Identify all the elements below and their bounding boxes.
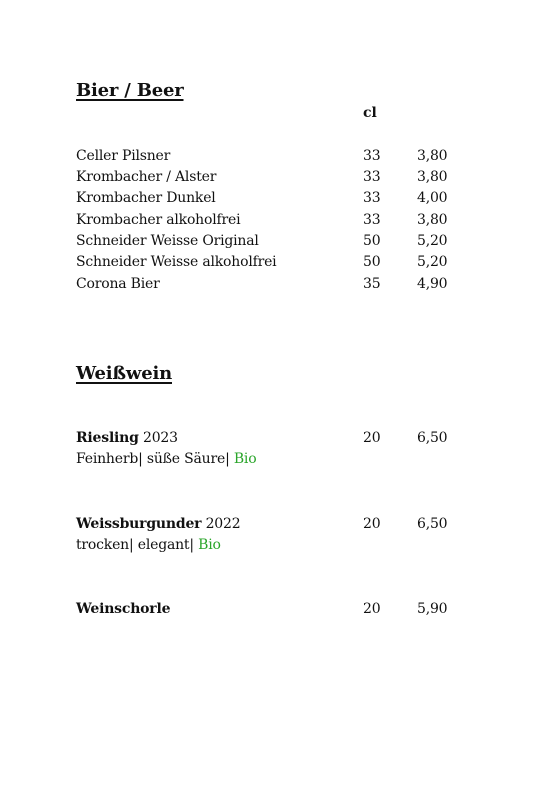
- wine-item-description: Feinherb| süße Säure|: [76, 451, 230, 467]
- beer-item-name: Celler Pilsner: [76, 148, 171, 164]
- beer-item: [76, 274, 476, 295]
- wine-item-name: Riesling: [76, 430, 139, 446]
- beer-item-volume: 33: [363, 190, 381, 206]
- beer-item: [76, 167, 476, 188]
- bio-tag: Bio: [193, 537, 221, 553]
- beer-item-price: 3,80: [417, 169, 448, 185]
- beer-item: [76, 188, 476, 209]
- wine-item-price: 5,90: [417, 601, 448, 617]
- beer-section-title: Bier / Beer: [76, 80, 184, 101]
- beer-item-price: 5,20: [417, 233, 448, 249]
- white-wine-section-title: Weißwein: [76, 363, 172, 384]
- beer-item: [76, 210, 476, 231]
- beer-item-name: Schneider Weisse Original: [76, 233, 259, 249]
- beer-item-volume: 33: [363, 212, 381, 228]
- wine-item-year: 2023: [138, 430, 178, 446]
- wine-item-year: 2022: [201, 516, 241, 532]
- beer-item-price: 4,00: [417, 190, 448, 206]
- wine-item-price: 6,50: [417, 516, 448, 532]
- wine-item-description-line: [76, 535, 476, 556]
- beer-item-name: Krombacher alkoholfrei: [76, 212, 241, 228]
- wine-item-name-line: [76, 599, 170, 620]
- beer-item-volume: 50: [363, 254, 381, 270]
- beer-item-name: Krombacher / Alster: [76, 169, 217, 185]
- beer-item-volume: 33: [363, 148, 381, 164]
- wine-item: [76, 599, 476, 620]
- bio-tag: Bio: [229, 451, 257, 467]
- beer-item-price: 5,20: [417, 254, 448, 270]
- beer-item: [76, 231, 476, 252]
- beer-item: [76, 252, 476, 273]
- wine-item: [76, 428, 476, 470]
- wine-item-name: Weissburgunder: [76, 516, 202, 532]
- wine-item-description-line: [76, 449, 476, 470]
- wine-item-description: trocken| elegant|: [76, 537, 194, 553]
- wine-item: [76, 514, 476, 556]
- wine-item-name-line: [76, 514, 240, 535]
- beer-item-volume: 50: [363, 233, 381, 249]
- wine-item-price: 6,50: [417, 430, 448, 446]
- volume-column-header: cl: [363, 105, 377, 121]
- beer-item-volume: 35: [363, 276, 381, 292]
- beer-item-price: 4,90: [417, 276, 448, 292]
- wine-item-volume: 20: [363, 516, 381, 532]
- beer-item-price: 3,80: [417, 148, 448, 164]
- beer-item-name: Corona Bier: [76, 276, 160, 292]
- wine-item-volume: 20: [363, 430, 381, 446]
- beer-item-name: Schneider Weisse alkoholfrei: [76, 254, 277, 270]
- wine-item-name: Weinschorle: [76, 601, 171, 617]
- beer-item-name: Krombacher Dunkel: [76, 190, 216, 206]
- beer-item-price: 3,80: [417, 212, 448, 228]
- wine-item-name-line: [76, 428, 178, 449]
- beer-item-volume: 33: [363, 169, 381, 185]
- wine-item-volume: 20: [363, 601, 381, 617]
- beer-item: [76, 146, 476, 167]
